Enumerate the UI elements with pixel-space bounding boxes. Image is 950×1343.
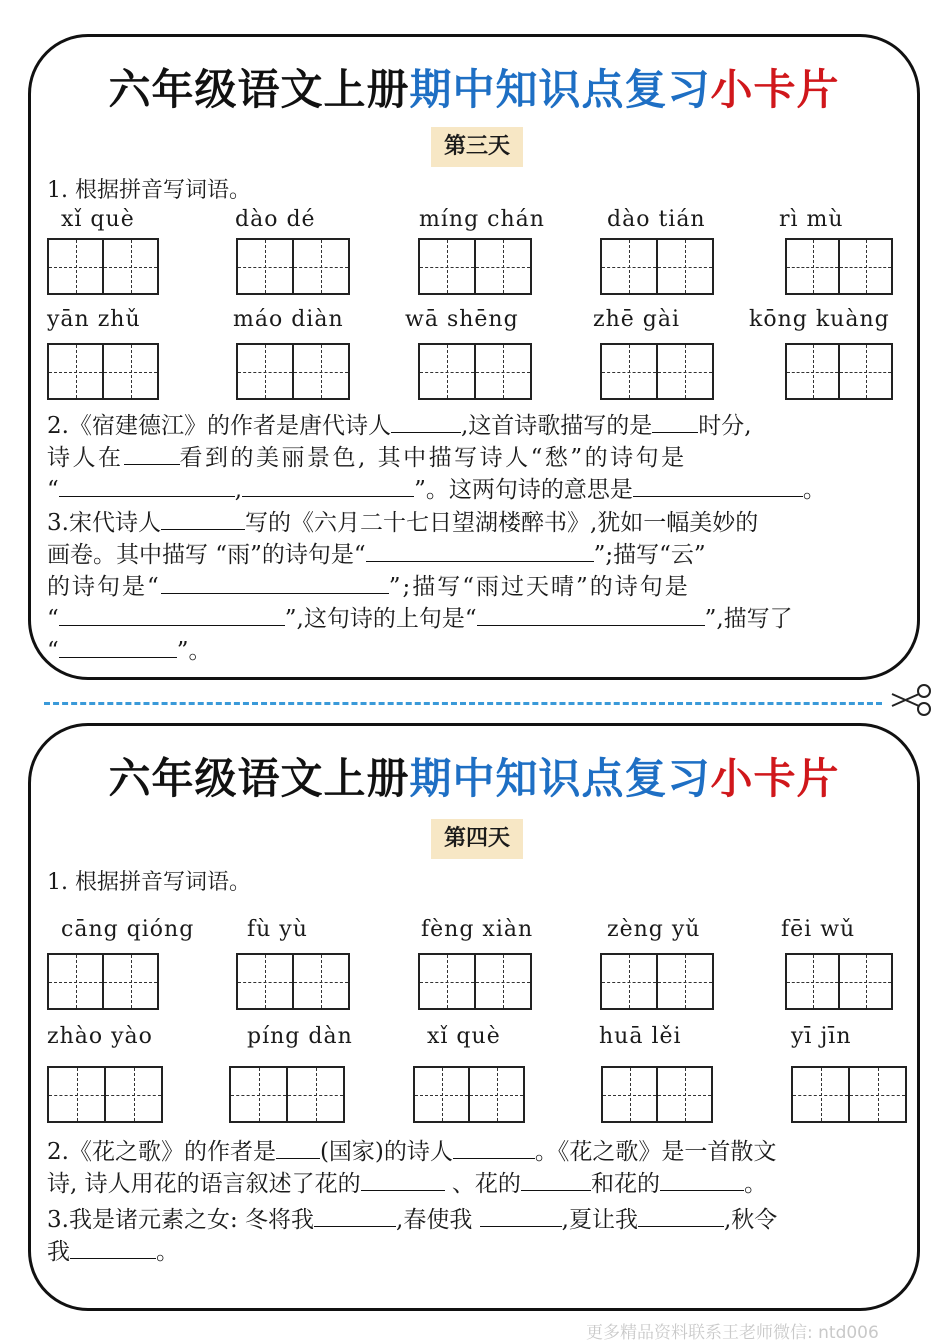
question-1-title: 1. 根据拼音写词语。	[47, 870, 251, 895]
writing-grid[interactable]	[600, 343, 714, 400]
pinyin-label: fù yù	[247, 917, 308, 942]
card-title: 六年级语文上册期中知识点复习小卡片	[108, 65, 840, 114]
writing-grid[interactable]	[600, 953, 714, 1010]
pinyin-label: wā shēng	[405, 307, 519, 332]
question-3: 3.我是诸元素之女: 冬将我 ,春使我 ,夏让我 ,秋令 我 。	[47, 1207, 778, 1265]
scissors-icon	[888, 682, 936, 718]
answer-blank[interactable]	[638, 1206, 724, 1227]
answer-blank[interactable]	[70, 1238, 156, 1259]
answer-blank[interactable]	[124, 444, 180, 465]
writing-grid[interactable]	[791, 1066, 907, 1123]
answer-blank[interactable]	[161, 573, 389, 594]
pinyin-label: xǐ què	[427, 1024, 501, 1049]
pinyin-label: rì mù	[779, 207, 844, 232]
answer-blank[interactable]	[660, 1170, 744, 1191]
review-card-day4	[28, 723, 920, 1311]
pinyin-label: huā lěi	[599, 1024, 682, 1049]
pinyin-label: fēi wǔ	[781, 917, 856, 942]
writing-grid[interactable]	[418, 953, 532, 1010]
pinyin-label: zhào yào	[47, 1024, 153, 1049]
pinyin-label: máo diàn	[233, 307, 344, 332]
answer-blank[interactable]	[59, 637, 177, 658]
answer-blank[interactable]	[314, 1206, 396, 1227]
writing-grid[interactable]	[785, 238, 893, 295]
writing-grid[interactable]	[785, 343, 893, 400]
day-badge: 第三天	[431, 127, 523, 167]
pinyin-label: zèng yǔ	[607, 917, 701, 942]
day-badge: 第四天	[431, 819, 523, 859]
question-3: 3.宋代诗人 写的《六月二十七日望湖楼醉书》,犹如一幅美妙的 画卷。其中描写 “雨”的诗句是“ ”;描写“云” 的诗句是“ ”;描写“雨过天晴”的诗句是 “ ”,这句诗的上句是“ ”,描写了 “ ”。	[47, 510, 793, 664]
question-1-title: 1. 根据拼音写词语。	[47, 178, 251, 203]
answer-blank[interactable]	[361, 1170, 445, 1191]
writing-grid[interactable]	[236, 238, 350, 295]
answer-blank[interactable]	[161, 509, 245, 530]
answer-blank[interactable]	[391, 412, 461, 433]
answer-blank[interactable]	[276, 1138, 320, 1159]
pinyin-label: yī jīn	[791, 1024, 852, 1049]
watermark-text: 更多精品资料联系王老师微信: ntd006	[586, 1323, 879, 1343]
writing-grid[interactable]	[47, 953, 159, 1010]
question-2: 2.《花之歌》的作者是 (国家)的诗人 。《花之歌》是一首散文 诗, 诗人用花的语言叙述了花的 、花的 和花的 。	[47, 1139, 777, 1197]
writing-grid[interactable]	[229, 1066, 345, 1123]
answer-blank[interactable]	[480, 1206, 562, 1227]
pinyin-label: dào dé	[235, 207, 316, 232]
question-2: 2.《宿建德江》的作者是唐代诗人 ,这首诗歌描写的是 时分, 诗人在 看到的美丽景色, 其中描写诗人“愁”的诗句是 “ , ”。这两句诗的意思是 。	[47, 413, 826, 503]
pinyin-label: píng dàn	[247, 1024, 353, 1049]
answer-blank[interactable]	[521, 1170, 591, 1191]
pinyin-label: dào tián	[607, 207, 706, 232]
pinyin-label: xǐ què	[61, 207, 135, 232]
writing-grid[interactable]	[47, 238, 159, 295]
card-title: 六年级语文上册期中知识点复习小卡片	[108, 754, 840, 803]
writing-grid[interactable]	[600, 238, 714, 295]
pinyin-label: cāng qióng	[61, 917, 195, 942]
writing-grid[interactable]	[785, 953, 893, 1010]
writing-grid[interactable]	[418, 343, 532, 400]
cut-line	[44, 702, 882, 705]
pinyin-label: yān zhǔ	[47, 307, 141, 332]
answer-blank[interactable]	[477, 605, 705, 626]
pinyin-label: míng chán	[419, 207, 545, 232]
answer-blank[interactable]	[633, 476, 803, 497]
pinyin-label: zhē gài	[593, 307, 681, 332]
answer-blank[interactable]	[366, 541, 594, 562]
writing-grid[interactable]	[601, 1066, 713, 1123]
writing-grid[interactable]	[413, 1066, 525, 1123]
writing-grid[interactable]	[236, 953, 350, 1010]
pinyin-label: fèng xiàn	[421, 917, 534, 942]
answer-blank[interactable]	[242, 476, 414, 497]
writing-grid[interactable]	[47, 1066, 163, 1123]
pinyin-label: kōng kuàng	[749, 307, 890, 332]
writing-grid[interactable]	[47, 343, 159, 400]
answer-blank[interactable]	[652, 412, 698, 433]
writing-grid[interactable]	[418, 238, 532, 295]
answer-blank[interactable]	[453, 1138, 535, 1159]
writing-grid[interactable]	[236, 343, 350, 400]
review-card-day3	[28, 34, 920, 680]
answer-blank[interactable]	[59, 476, 235, 497]
answer-blank[interactable]	[59, 605, 285, 626]
